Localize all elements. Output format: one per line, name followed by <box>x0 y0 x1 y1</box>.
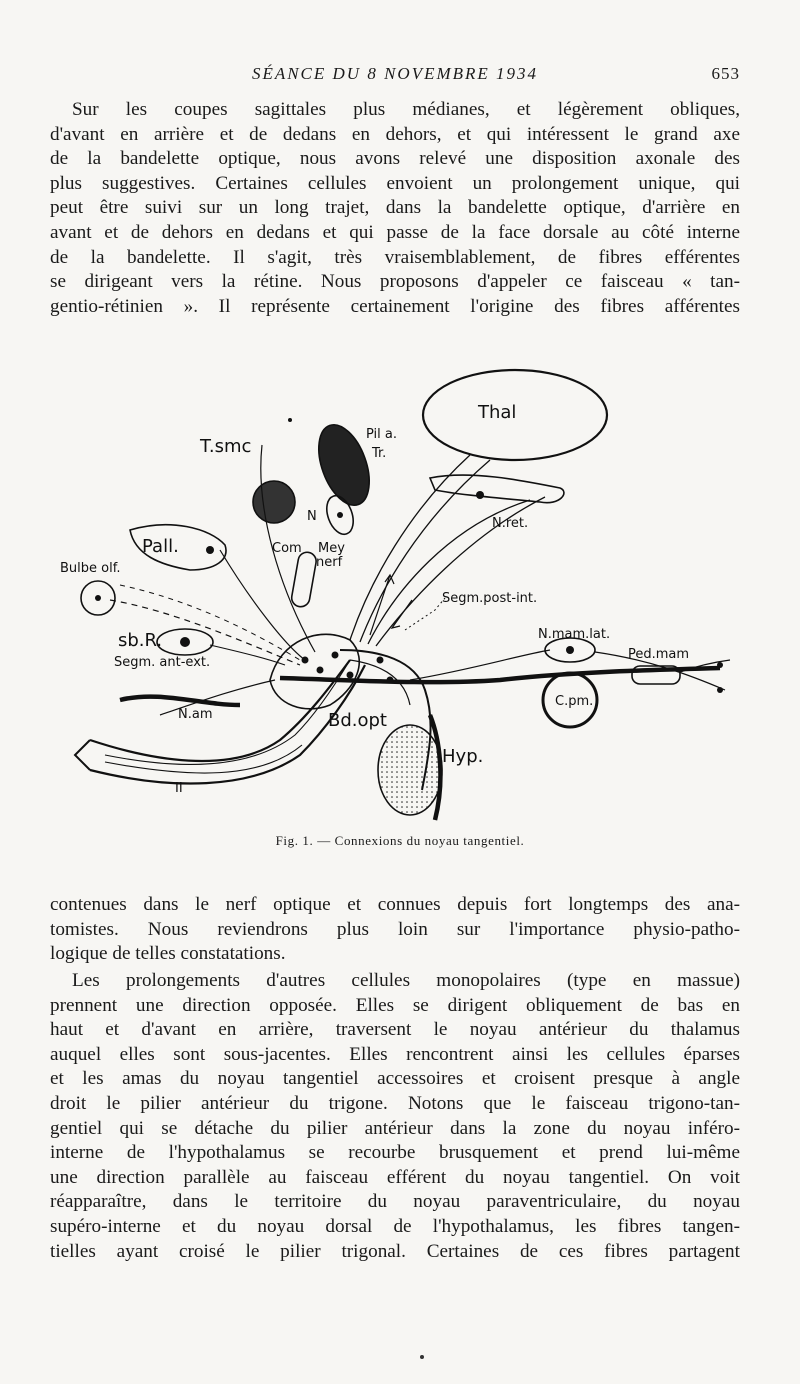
cell-body <box>337 512 343 518</box>
cell-body <box>377 657 384 664</box>
text-line: gentiel qui se détache du pilier antérieur dans la zone du noyau inféro- <box>50 1117 740 1139</box>
text-line: gentio-rétinien ». Il représente certainement l'origine des fibres afférentes <box>50 295 740 317</box>
text-line: droit le pilier antérieur du trigone. Notons que le faisceau trigono-tan- <box>50 1092 740 1114</box>
label-pall: Pall. <box>142 536 179 557</box>
label-nerf: nerf <box>316 555 343 570</box>
cell-body <box>317 667 324 674</box>
text-line: de la bandelette optique, nous avons relevé une disposition axonale des <box>50 148 740 170</box>
label-t-smc: T.smc <box>200 436 252 457</box>
label-ped-mam: Ped.mam <box>628 647 690 662</box>
com-mey-shape <box>290 551 317 608</box>
cell-body <box>180 637 190 647</box>
text-line: une direction parallèle au faisceau efférent du noyau tangentiel. On voit <box>50 1166 740 1188</box>
cell-body <box>476 491 484 499</box>
label-n: N <box>307 509 317 524</box>
hyp-area-shape <box>378 725 442 815</box>
paragraph-3 <box>50 969 740 1264</box>
text-line: prennent une direction opposée. Elles se dirigent obliquement de bas en <box>50 994 740 1016</box>
label-hyp: Hyp. <box>442 746 484 767</box>
text-line: se dirigeant vers la rétine. Nous proposons d'appeler ce faisceau « tan- <box>50 271 740 293</box>
text-line: Les prolongements d'autres cellules monopolaires (type en massue) <box>72 970 740 991</box>
label-com: Com <box>272 541 302 556</box>
label-c-pm: C.pm. <box>555 694 594 709</box>
paragraph-1 <box>50 98 740 319</box>
cell-body <box>206 546 214 554</box>
text-line: contenues dans le nerf optique et connues depuis fort longtemps des ana- <box>50 894 740 915</box>
page-number: 653 <box>711 64 740 83</box>
label-n-mam-lat: N.mam.lat. <box>538 627 611 642</box>
text-line: haut et d'avant en arrière, traversent le noyau antérieur du thalamus <box>50 1019 740 1041</box>
cell-body <box>717 662 723 668</box>
label-pil-a: Pil a. <box>366 427 398 442</box>
neuro-diagram-svg <box>50 360 750 840</box>
text-line: et les amas du noyau tangentiel accessoires et croisent presque à angle <box>50 1068 740 1090</box>
text-line: avant et de dehors en dedans et qui passe de la face dorsale au côté interne <box>50 221 740 243</box>
tsmc-shape <box>253 481 295 523</box>
label-thal: Thal <box>478 402 517 423</box>
running-title: SÉANCE DU 8 NOVEMBRE 1934 <box>251 64 539 83</box>
cell-body <box>347 672 354 679</box>
paragraph-2 <box>50 893 740 967</box>
text-line: interne de l'hypothalamus se recourbe brusquement et prend lui-même <box>50 1142 740 1164</box>
label-bd-opt: Bd.opt <box>328 710 387 731</box>
text-line: de la bandelette. Il s'agit, très vraisemblablement, de fibres efférentes <box>50 246 740 268</box>
cell-body <box>566 646 574 654</box>
cell-body <box>95 595 101 601</box>
optic-tract-shape <box>90 660 350 761</box>
text-line: Sur les coupes sagittales plus médianes, et légèrement obliques, <box>72 99 740 120</box>
label-tr: Tr. <box>372 446 387 461</box>
cell-body <box>717 687 723 693</box>
text-line: d'avant en arrière et de dedans en dehors, et qui intéressent le grand axe <box>50 123 740 145</box>
text-line: logique de telles constatations. <box>50 943 286 965</box>
cell-body <box>387 677 394 684</box>
label-segm-post-int: Segm.post-int. <box>442 591 538 606</box>
label-n-ret: N.ret. <box>492 516 529 531</box>
text-line: supéro-interne et du noyau dorsal de l'hypothalamus, les fibres tangen- <box>50 1215 740 1237</box>
page-header <box>50 64 740 88</box>
label-segm-ant-ext: Segm. ant-ext. <box>114 655 211 670</box>
label-mey: Mey <box>318 541 345 556</box>
horizontal-band-shape <box>120 668 720 705</box>
label-bulbe-olf: Bulbe olf. <box>60 561 121 576</box>
text-line: réapparaître, dans le territoire du noyau paraventriculaire, du noyau <box>50 1191 740 1213</box>
cell-body <box>332 652 339 659</box>
text-line: tomistes. Nous reviendrons plus loin sur l'importance physio-patho- <box>50 918 740 940</box>
text-line: tielles ayant croisé le pilier trigonal. Certaines de ces fibres partagent <box>50 1240 740 1262</box>
label-n-am: N.am <box>178 707 213 722</box>
label-ii: II <box>175 781 183 796</box>
cell-body <box>288 418 292 422</box>
text-line: auquel elles sont sous-jacentes. Elles rencontrent ainsi les cellules éparses <box>50 1043 740 1065</box>
text-line: plus suggestives. Certaines cellules envoient un prolongement unique, qui <box>50 172 740 194</box>
label-sb-r: sb.R. <box>118 630 163 651</box>
cell-body <box>302 657 309 664</box>
text-line: peut être suivi sur un long trajet, dans la bandelette optique, d'arrière en <box>50 197 740 219</box>
figure-diagram <box>50 360 750 840</box>
print-speck <box>420 1355 424 1359</box>
figure-caption: Fig. 1. — Connexions du noyau tangentiel. <box>275 833 525 848</box>
